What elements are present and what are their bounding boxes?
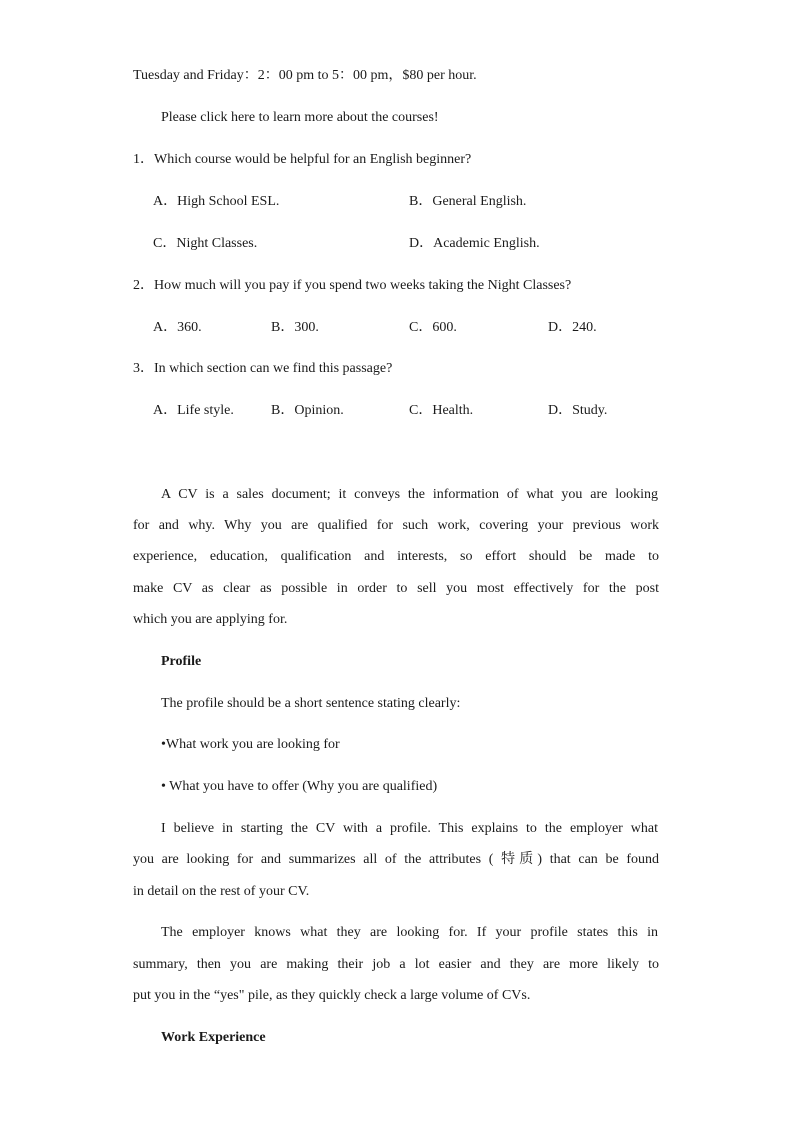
profile-heading: Profile (161, 654, 202, 669)
paragraph-2-line-1: I believe in starting the CV with a profile. This explains to the employer what (161, 821, 658, 836)
question-2-stem: 2．How much will you pay if you spend two weeks taking the Night Classes? (133, 278, 572, 293)
paragraph-2-line-2: you are looking for and summarizes all of the attributes ( 特质) that can be found (133, 852, 659, 867)
question-2-option-a: A．360. (153, 320, 202, 335)
profile-description: The profile should be a short sentence stating clearly: (161, 696, 461, 711)
question-1-option-a: A．High School ESL. (153, 194, 280, 209)
passage-intro-line-1: A CV is a sales document; it conveys the information of what you are looking (161, 487, 658, 502)
passage-intro-line-4: make CV as clear as possible in order to sell you most effectively for the post (133, 581, 659, 596)
question-1-option-c: C．Night Classes. (153, 236, 258, 251)
passage-intro-line-2: for and why. Why you are qualified for such work, covering your previous work (133, 518, 659, 533)
paragraph-3-line-3: put you in the “yes" pile, as they quickly check a large volume of CVs. (133, 988, 531, 1003)
paragraph-2-line-3: in detail on the rest of your CV. (133, 884, 310, 899)
question-3-option-a: A．Life style. (153, 403, 234, 418)
work-experience-heading: Work Experience (161, 1030, 266, 1045)
question-2-option-b: B．300. (271, 320, 319, 335)
question-1-stem: 1．Which course would be helpful for an English beginner? (133, 152, 472, 167)
question-3-option-c: C．Health. (409, 403, 474, 418)
question-2-option-c: C．600. (409, 320, 457, 335)
paragraph-3-line-2: summary, then you are making their job a lot easier and they are more likely to (133, 957, 659, 972)
question-1-option-b: B．General English. (409, 194, 527, 209)
passage-intro-line-5: which you are applying for. (133, 612, 288, 627)
passage-intro-line-3: experience, education, qualification and interests, so effort should be made to (133, 549, 659, 564)
question-3-option-b: B．Opinion. (271, 403, 344, 418)
schedule-line: Tuesday and Friday：2：00 pm to 5：00 pm，$80 per hour. (133, 68, 477, 83)
question-3-stem: 3．In which section can we find this passage? (133, 361, 393, 376)
paragraph-3-line-1: The employer knows what they are looking for. If your profile states this in (161, 925, 658, 940)
question-2-option-d: D．240. (548, 320, 597, 335)
click-here-line: Please click here to learn more about the courses! (161, 110, 439, 125)
question-1-option-d: D．Academic English. (409, 236, 540, 251)
question-3-option-d: D．Study. (548, 403, 608, 418)
profile-bullet-2: • What you have to offer (Why you are qualified) (161, 779, 438, 794)
profile-bullet-1: •What work you are looking for (161, 737, 340, 752)
